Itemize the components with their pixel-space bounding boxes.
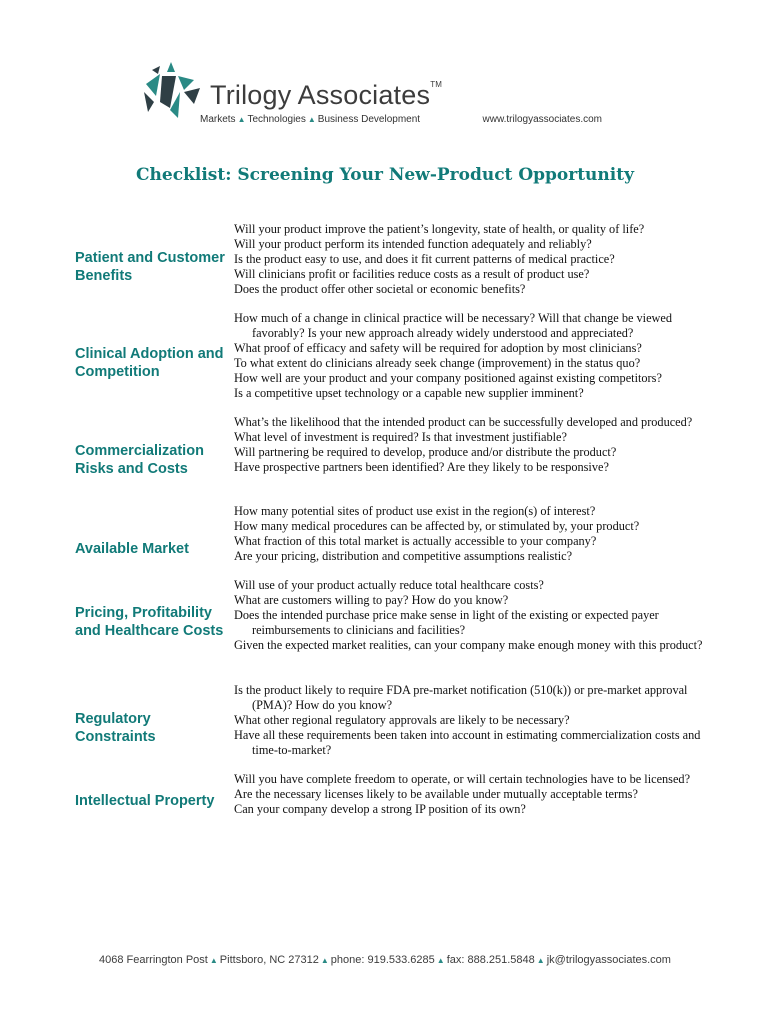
- question: Will clinicians profit or facilities reduce costs as a result of product use?: [234, 267, 590, 281]
- triangle-icon: ▲: [436, 956, 445, 965]
- triangle-icon: ▲: [237, 115, 246, 124]
- question: Will partnering be required to develop, produce and/or distribute the product?: [234, 445, 617, 459]
- tagline-item: Technologies: [247, 114, 306, 125]
- question: Will your product improve the patient’s longevity, state of health, or quality of life?: [234, 222, 645, 236]
- triangle-icon: ▲: [536, 956, 545, 965]
- question: Does the intended purchase price make sense in light of the existing or expected payer reimbursements to clinicians and facilities?: [234, 608, 659, 637]
- footer-address: 4068 Fearrington Post: [99, 954, 208, 966]
- question: What other regional regulatory approvals are likely to be necessary?: [234, 713, 570, 727]
- question: What are customers willing to pay? How do you know?: [234, 593, 509, 607]
- tagline-item: Markets: [200, 114, 236, 125]
- question: Will you have complete freedom to operate, or will certain technologies have to be licensed?: [234, 772, 691, 786]
- section-label: Pricing, Profitability and Healthcare Costs: [75, 605, 224, 639]
- footer-email: jk@trilogyassociates.com: [546, 954, 671, 966]
- question-list: [234, 772, 704, 817]
- footer-contact: [0, 954, 770, 966]
- question-list: [234, 415, 704, 475]
- question: Will use of your product actually reduce total healthcare costs?: [234, 578, 544, 592]
- tagline-item: Business Development: [317, 114, 421, 125]
- question: How many potential sites of product use exist in the region(s) of interest?: [234, 504, 596, 518]
- section-label: Regulatory Constraints: [75, 711, 156, 745]
- section-label: Intellectual Property: [75, 793, 215, 809]
- section-label: Patient and Customer Benefits: [75, 250, 225, 284]
- section-label: Available Market: [75, 541, 189, 557]
- section-label: Commercialization Risks and Costs: [75, 443, 204, 477]
- footer-city: Pittsboro, NC 27312: [219, 954, 319, 966]
- question: How much of a change in clinical practice will be necessary? Will that change be viewed favorably? Is your new approach already widely understood and appreciated?: [234, 311, 673, 340]
- triangle-icon: ▲: [209, 956, 218, 965]
- trademark-mark: TM: [430, 80, 443, 89]
- question: Can your company develop a strong IP position of its own?: [234, 802, 526, 816]
- question-list: [234, 578, 704, 653]
- company-name: Trilogy Associates™: [210, 80, 443, 110]
- question: What proof of efficacy and safety will be required for adoption by most clinicians?: [234, 341, 642, 355]
- triangle-icon: ▲: [307, 115, 316, 124]
- question: Have all these requirements been taken into account in estimating commercialization costs and time-to-market?: [234, 728, 701, 757]
- question: What level of investment is required? Is that investment justifiable?: [234, 430, 567, 444]
- document-title: Checklist: Screening Your New-Product Opportunity: [136, 165, 634, 185]
- question: Will your product perform its intended function adequately and reliably?: [234, 237, 592, 251]
- question: What fraction of this total market is actually accessible to your company?: [234, 534, 597, 548]
- question: Given the expected market realities, can your company make enough money with this product?: [234, 638, 703, 652]
- question: Is the product likely to require FDA pre-market notification (510(k)) or pre-market approval (PMA)? How do you know?: [234, 683, 688, 712]
- question: To what extent do clinicians already seek change (improvement) in the status quo?: [234, 356, 641, 370]
- footer-fax: fax: 888.251.5848: [446, 954, 535, 966]
- question-list: [234, 504, 704, 564]
- question: Have prospective partners been identified? Are they likely to be responsive?: [234, 460, 609, 474]
- question: Are the necessary licenses likely to be available under mutually acceptable terms?: [234, 787, 638, 801]
- tagline: [200, 114, 420, 125]
- question-list: [234, 311, 704, 401]
- question: Does the product offer other societal or economic benefits?: [234, 282, 526, 296]
- question-list: [234, 222, 704, 297]
- question: How many medical procedures can be affected by, or stimulated by, your product?: [234, 519, 640, 533]
- section-label: Clinical Adoption and Competition: [75, 346, 224, 380]
- triangle-icon: ▲: [320, 956, 329, 965]
- website-url: www.trilogyassociates.com: [482, 114, 602, 125]
- question-list: [234, 683, 704, 758]
- question: How well are your product and your company positioned against existing competitors?: [234, 371, 662, 385]
- trilogy-logo-icon: [140, 62, 202, 118]
- question: Is a competitive upset technology or a capable new supplier imminent?: [234, 386, 584, 400]
- question: Is the product easy to use, and does it fit current patterns of medical practice?: [234, 252, 615, 266]
- question: What’s the likelihood that the intended product can be successfully developed and produced?: [234, 415, 693, 429]
- question: Are your pricing, distribution and competitive assumptions realistic?: [234, 549, 573, 563]
- footer-phone: phone: 919.533.6285: [330, 954, 435, 966]
